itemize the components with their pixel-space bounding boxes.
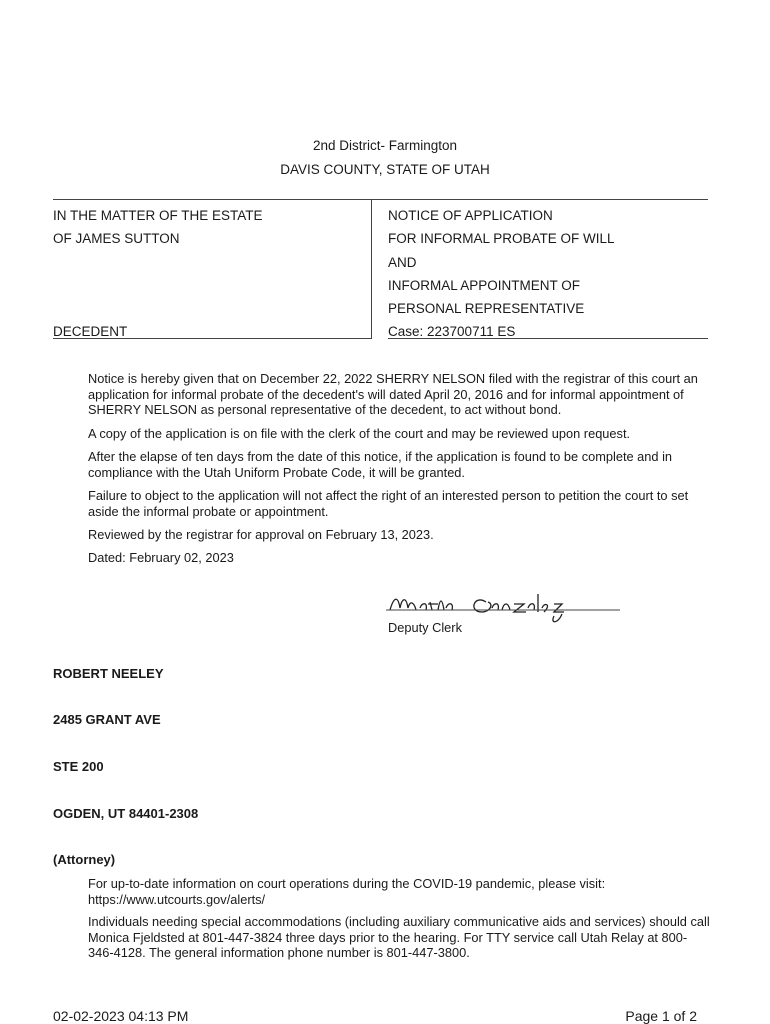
accommodations-info: Individuals needing special accommodations (including auxiliary communicative aids and services) should call Monica Fjeldsted at 801-447-3824 three days prior to the hearing. For TTY service call Utah Relay at 800-346-4128. The general information phone number is 801-447-3800. [88, 914, 710, 961]
attorney-street: 2485 GRANT AVE [53, 712, 161, 727]
notice-title-line-1: NOTICE OF APPLICATION [388, 208, 553, 223]
caption-left [53, 204, 263, 251]
signature-title: Deputy Clerk [388, 620, 462, 635]
notice-title-line-2: FOR INFORMAL PROBATE OF WILL [388, 231, 615, 247]
attorney-name: ROBERT NEELEY [53, 666, 164, 681]
notice-title-line-5: PERSONAL REPRESENTATIVE [388, 301, 585, 317]
attorney-role: (Attorney) [53, 852, 116, 867]
court-county: DAVIS COUNTY, STATE OF UTAH [280, 162, 490, 177]
signature-image [386, 590, 621, 624]
dated-paragraph: Dated: February 02, 2023 [88, 550, 234, 565]
attorney-city: OGDEN, UT 84401-2308 [53, 806, 199, 821]
objection-paragraph: Failure to object to the application will not affect the right of an interested person to petition the court to set aside the informal probate or appointment. [88, 488, 689, 519]
caption-left-line-1: IN THE MATTER OF THE ESTATE [53, 208, 263, 223]
case-number: Case: 223700711 ES [388, 324, 516, 340]
court-name: 2nd District- Farmington [312, 138, 458, 153]
copy-paragraph: A copy of the application is on file with the clerk of the court and may be reviewed upon request. [88, 426, 631, 441]
caption-right [388, 204, 615, 344]
footer-timestamp: 02-02-2023 04:13 PM [53, 1008, 189, 1024]
notice-title-line-3: AND [388, 254, 417, 270]
caption-divider [371, 199, 372, 339]
signature [386, 590, 621, 624]
attorney-suite: STE 200 [53, 759, 104, 774]
notice-paragraph: Notice is hereby given that on December 22, 2022 SHERRY NELSON filed with the registrar of this court an application for informal probate of the decedent's will dated April 20, 2016 and for informal appointment of SHERRY NELSON as personal representative of the decedent, to act without bond. [88, 371, 698, 418]
notice-title-line-4: INFORMAL APPOINTMENT OF [388, 277, 581, 293]
caption-left-line-2: OF JAMES SUTTON [53, 231, 180, 247]
covid-info: For up-to-date information on court operations during the COVID-19 pandemic, please visit: https://www.utcourts.gov/alerts/ [88, 876, 606, 907]
elapse-paragraph: After the elapse of ten days from the date of this notice, if the application is found to be complete and in compliance with the Utah Uniform Probate Code, it will be granted. [88, 449, 673, 480]
caption-top-rule [53, 199, 708, 200]
reviewed-paragraph: Reviewed by the registrar for approval on February 13, 2023. [88, 527, 434, 542]
decedent-label: DECEDENT [53, 324, 128, 339]
footer-page-number: Page 1 of 2 [625, 1008, 697, 1024]
